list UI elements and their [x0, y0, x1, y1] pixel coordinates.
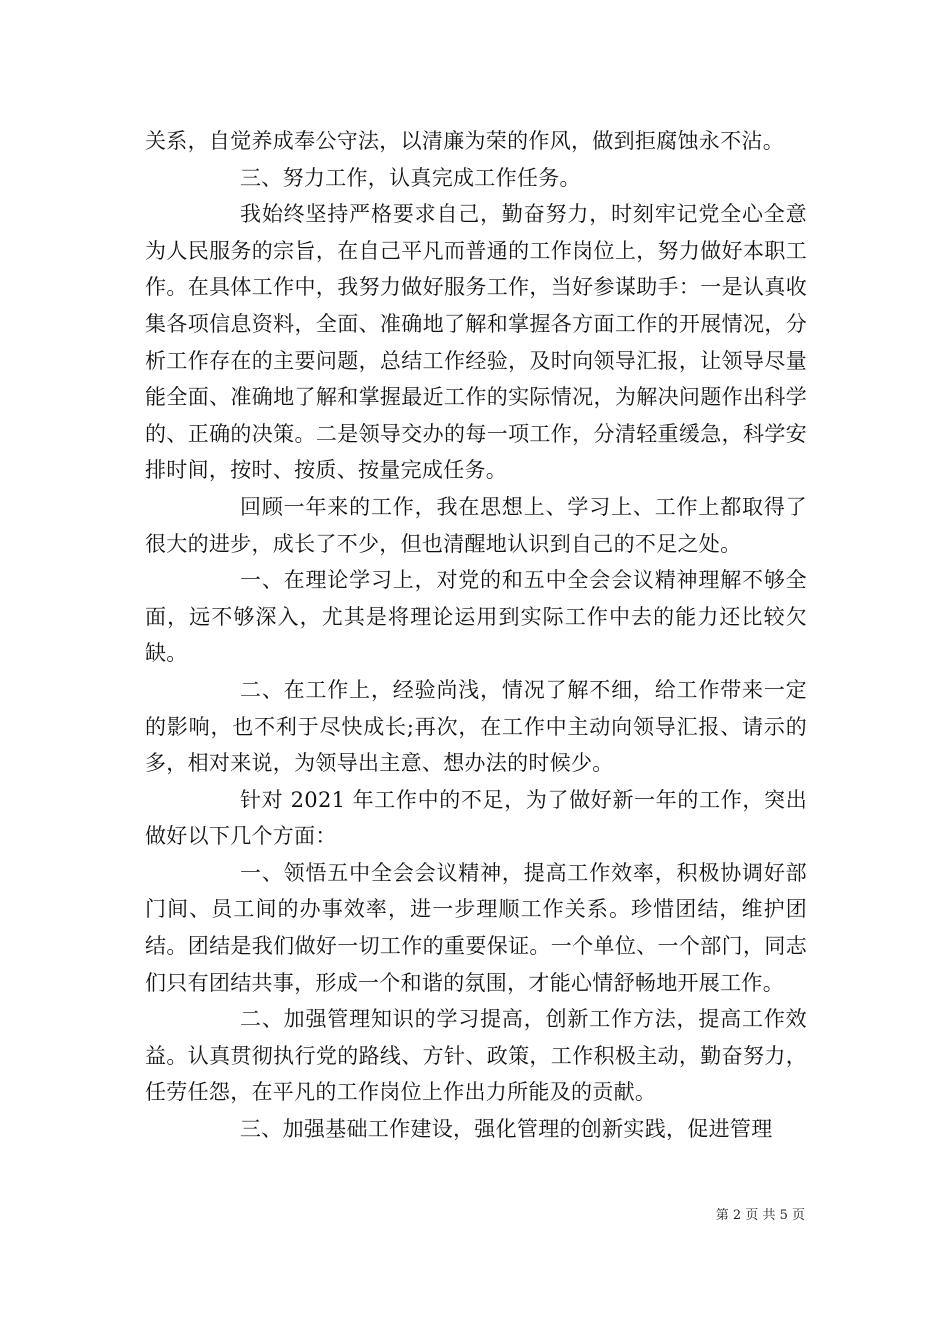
- page-number: 第 2 页 共 5 页: [715, 1208, 805, 1223]
- paragraph-2: 三、努力工作，认真完成工作任务。: [240, 165, 581, 190]
- paragraph-8: 一、领悟五中全会会议精神，提高工作效率，积极协调好部门间、员工间的办事效率，进一步理顺工作关系。珍惜团结，维护团结。团结是我们做好一切工作的重要保证。一个单位、一个部门，同志们只有团结共事，形成一个和谐的氛围，才能心情舒畅地开展工作。: [145, 860, 807, 995]
- paragraph-7: 针对 2021 年工作中的不足，为了做好新一年的工作，突出做好以下几个方面：: [145, 787, 807, 849]
- paragraph-6: 二、在工作上，经验尚浅，情况了解不细，给工作带来一定的影响，也不利于尽快成长;再次，在工作中主动向领导汇报、请示的多，相对来说，为领导出主意、想办法的时候少。: [145, 677, 807, 776]
- paragraph-10: 三、加强基础工作建设，强化管理的创新实践，促进管理: [240, 1117, 773, 1142]
- paragraph-5: 一、在理论学习上，对党的和五中全会会议精神理解不够全面，远不够深入，尤其是将理论运用到实际工作中去的能力还比较欠缺。: [145, 568, 807, 666]
- paragraph-1: 关系，自觉养成奉公守法，以清廉为荣的作风，做到拒腐蚀永不沾。: [145, 129, 784, 153]
- document-body: [145, 123, 807, 1148]
- paragraph-3: 我始终坚持严格要求自己，勤奋努力，时刻牢记党全心全意为人民服务的宗旨，在自己平凡而普通的工作岗位上，努力做好本职工作。在具体工作中，我努力做好服务工作，当好参谋助手：一是认真收集各项信息资料，全面、准确地了解和掌握各方面工作的开展情况，分析工作存在的主要问题，总结工作经验，及时向领导汇报，让领导尽量能全面、准确地了解和掌握最近工作的实际情况，为解决问题作出科学的、正确的决策。二是领导交办的每一项工作，分清轻重缓急，科学安排时间，按时、按质、按量完成任务。: [145, 202, 807, 483]
- paragraph-4: 回顾一年来的工作，我在思想上、学习上、工作上都取得了很大的进步，成长了不少，但也清醒地认识到自己的不足之处。: [145, 494, 807, 556]
- paragraph-9: 二、加强管理知识的学习提高，创新工作方法，提高工作效益。认真贯彻执行党的路线、方针、政策，工作积极主动，勤奋努力，任劳任怨，在平凡的工作岗位上作出力所能及的贡献。: [145, 1007, 807, 1105]
